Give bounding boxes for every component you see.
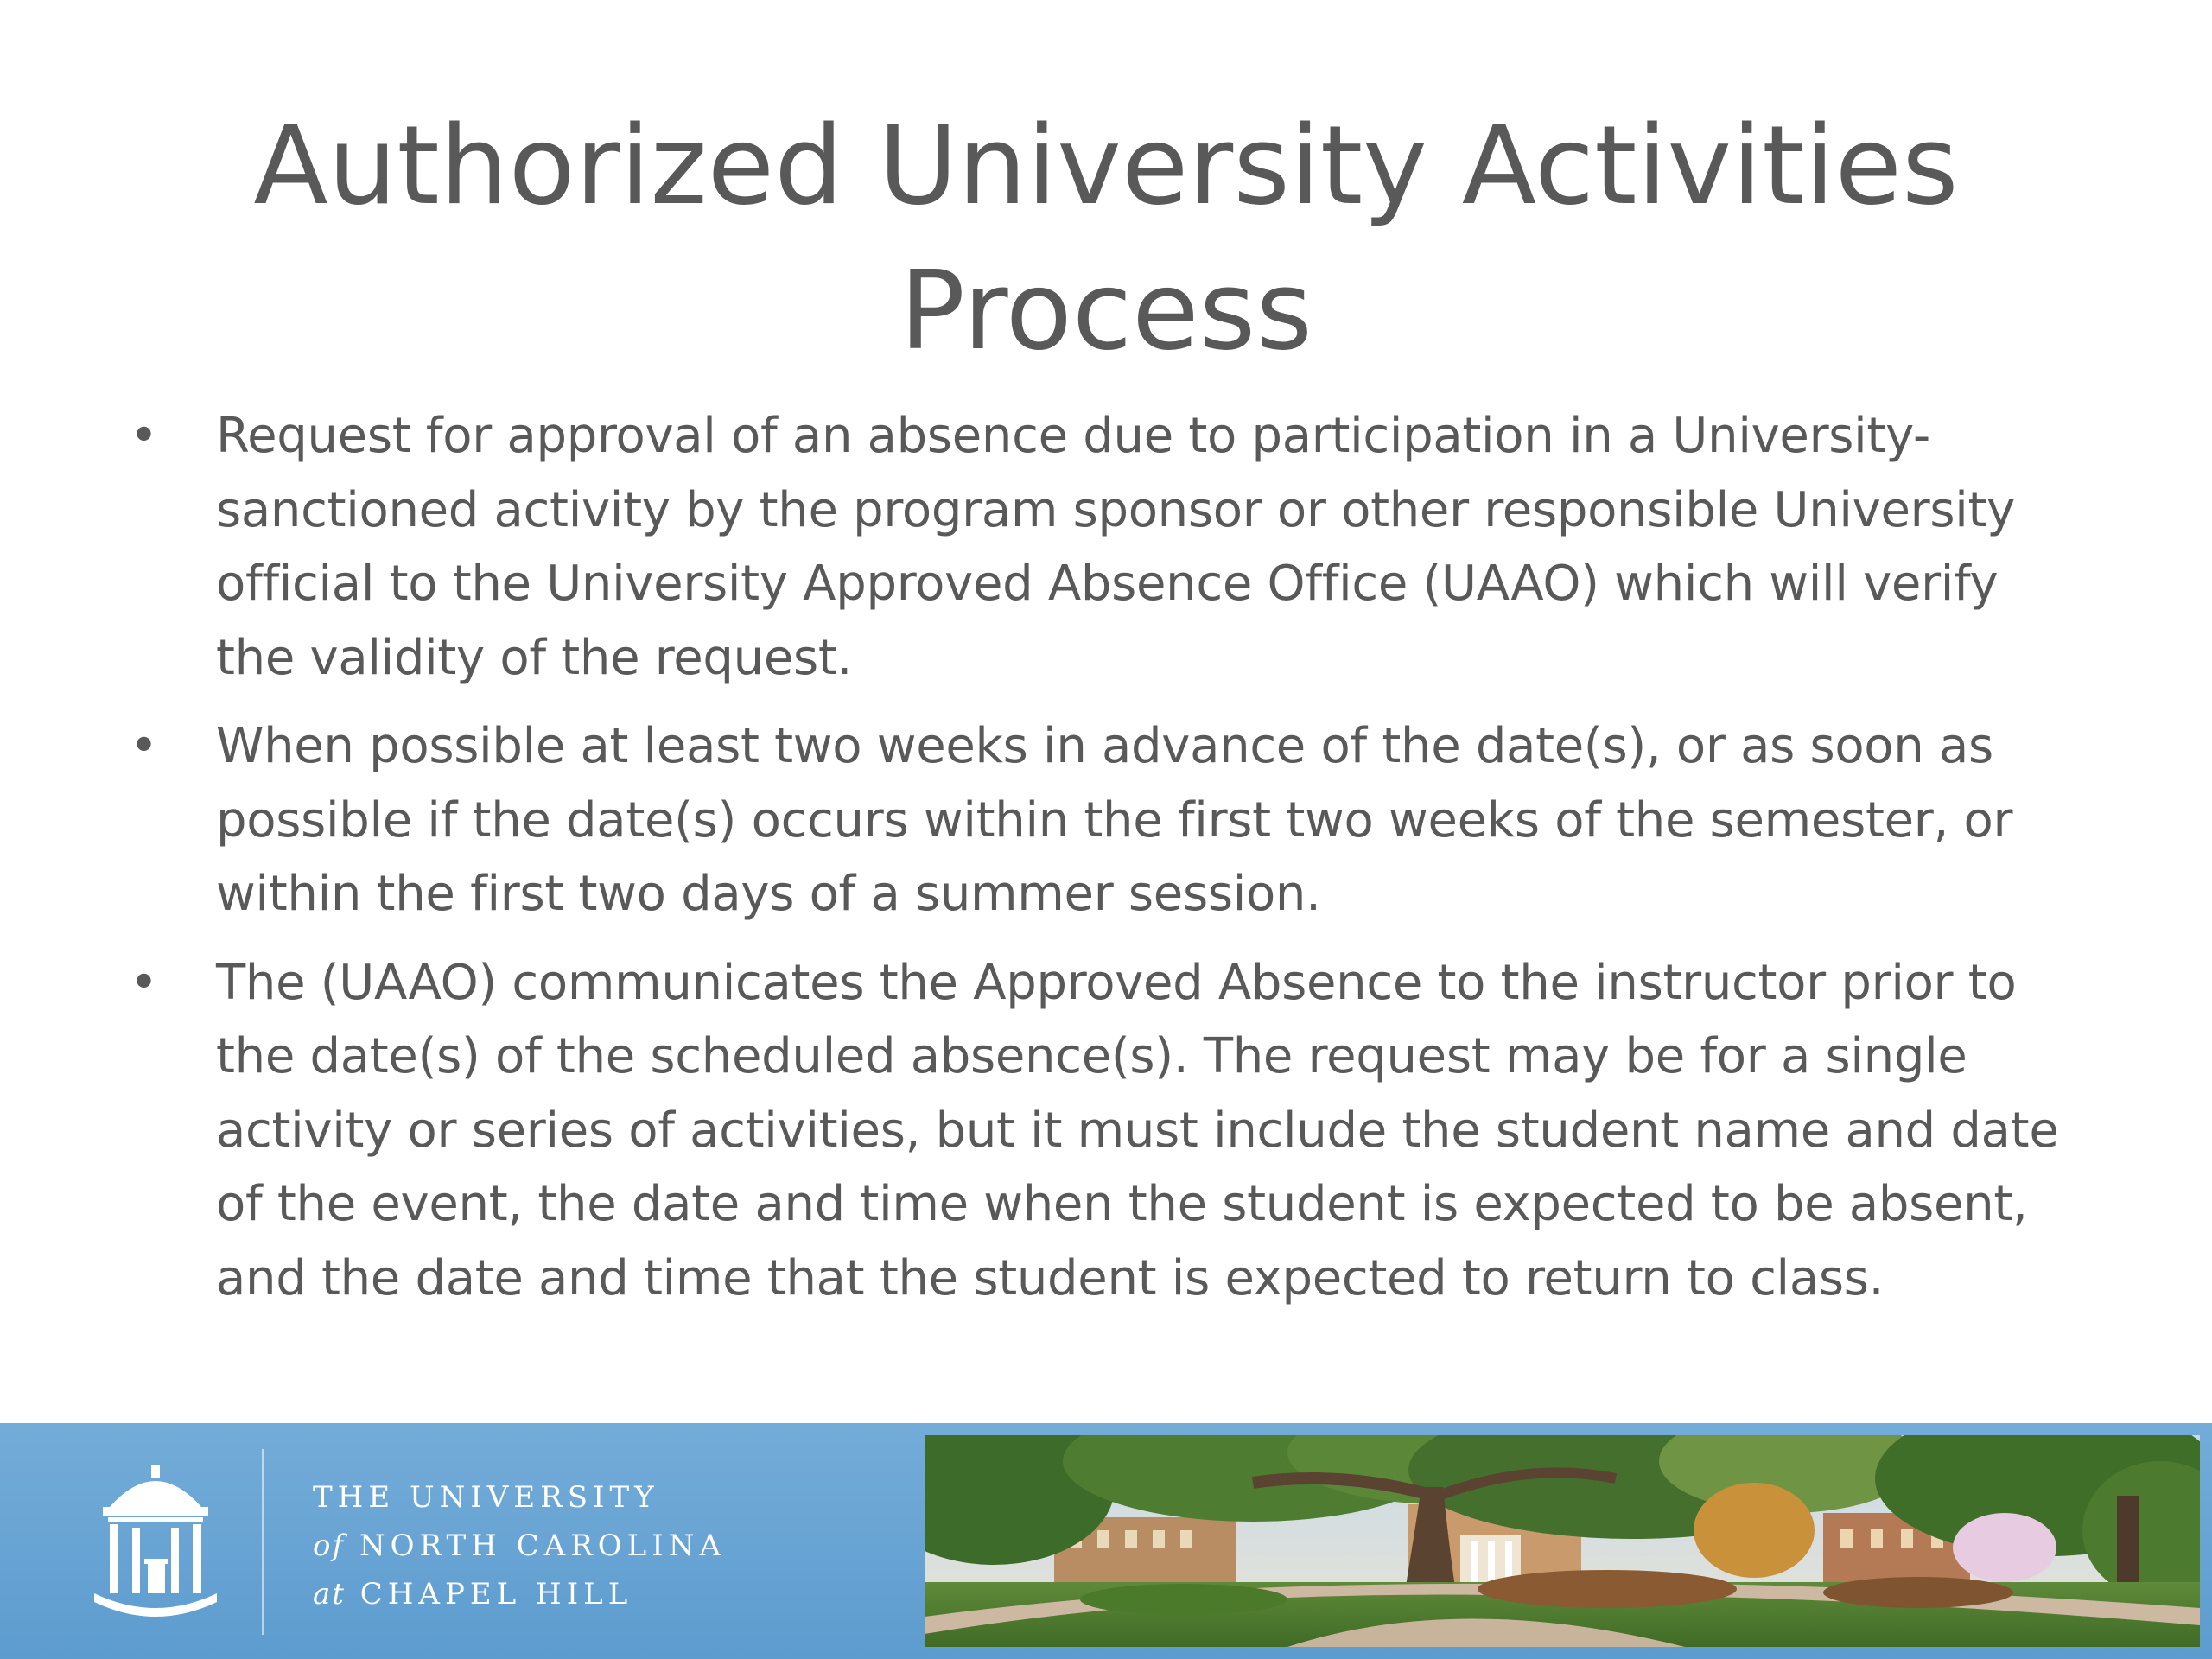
slide-title-line1: Authorized University Activities xyxy=(253,102,1959,229)
university-wordmark xyxy=(313,1473,726,1618)
wordmark-line3 xyxy=(313,1570,726,1618)
wordmark-line3-prefix: at xyxy=(313,1577,346,1611)
wordmark-line1: THE UNIVERSITY xyxy=(313,1480,659,1515)
bullet-item xyxy=(130,946,2082,1316)
wordmark-line2-rest: NORTH CAROLINA xyxy=(359,1529,726,1563)
slide-title-line2: Process xyxy=(899,247,1313,374)
bullet-item xyxy=(130,399,2082,695)
campus-panorama-photo xyxy=(925,1435,2200,1647)
bullet-text: Request for approval of an absence due to participation in a University-sanctioned activity by the program sponsor or other responsible University official to the University Approved Absence Office (UAAO) which will verify the validity of the request. xyxy=(216,408,2016,686)
bullet-item xyxy=(130,709,2082,931)
wordmark-line3-rest: CHAPEL HILL xyxy=(359,1577,633,1611)
bullet-text: When possible at least two weeks in advance of the date(s), or as soon as possible if the date(s) occurs within the first two weeks of the semester, or within the first two days of a summer session. xyxy=(216,718,2013,922)
logo-divider xyxy=(262,1449,264,1635)
wordmark-line2-prefix: of xyxy=(313,1529,346,1563)
bullet-list xyxy=(130,399,2082,1330)
bullet-icon: • xyxy=(130,718,158,774)
bullet-icon: • xyxy=(130,408,158,464)
slide-title xyxy=(0,93,2212,384)
bullet-text: The (UAAO) communicates the Approved Absence to the instructor prior to the date(s) of the scheduled absence(s). The request may be for a single activity or series of activities, but it must include the student name and date of the event, the date and time when the student is expected to be absent, and the date and time that the student is expected to return to class. xyxy=(216,954,2059,1306)
old-well-icon xyxy=(91,1462,220,1618)
bullet-icon: • xyxy=(130,954,158,1011)
footer-band xyxy=(0,1423,2212,1659)
wordmark-line2 xyxy=(313,1522,726,1570)
